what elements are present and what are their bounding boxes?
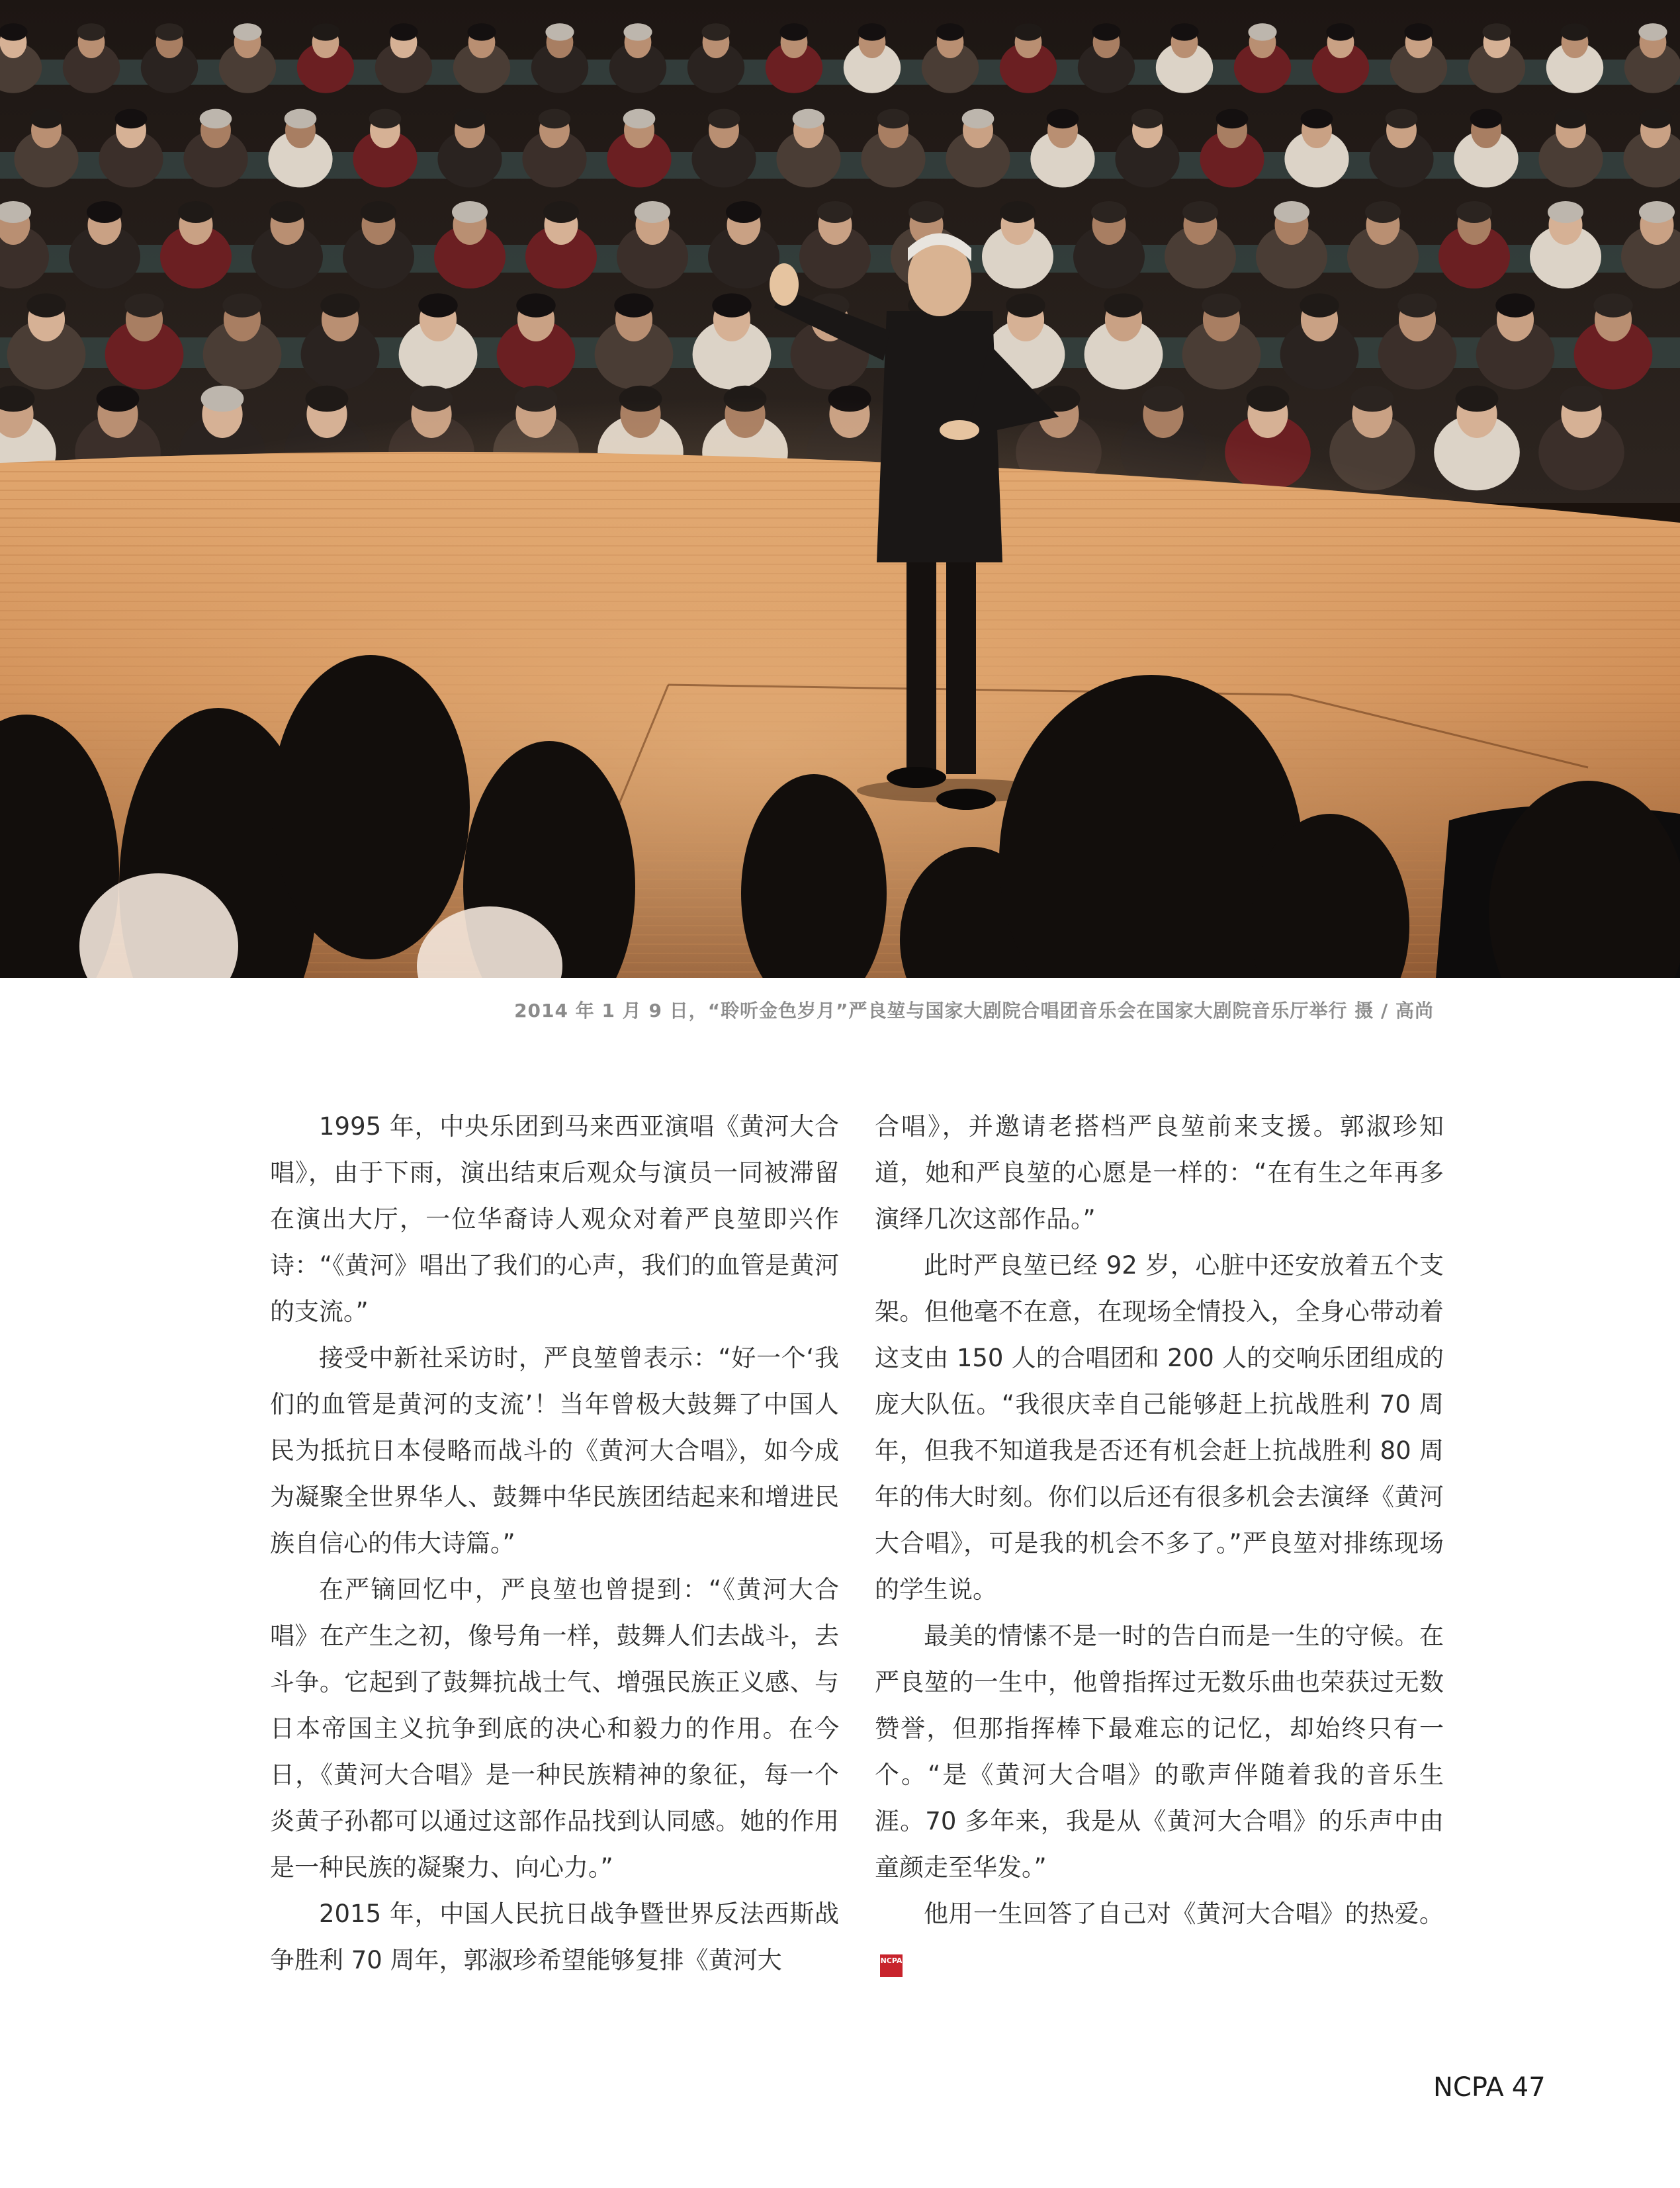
paragraph: 最美的情愫不是一时的告白而是一生的守候。在严良堃的一生中，他曾指挥过无数乐曲也荣获过无数赞誉，但那指挥棒下最难忘的记忆，却始终只有一个。“是《黄河大合唱》的歌声伴随着我的音乐生涯。70 多年来，我是从《黄河大合唱》的乐声中由童颜走至华发。” (875, 1622, 1444, 1882)
paragraph: 此时严良堃已经 92 岁，心脏中还安放着五个支架。但他毫不在意，在现场全情投入，全身心带动着这支由 150 人的合唱团和 200 人的交响乐团组成的庞大队伍。“我很庆幸自己能够赶上抗战胜利 70 周年，但我不知道我是否还有机会赶上抗战胜利 80 周年的伟大时刻。你们以后还有很多机会去演绎《黄河大合唱》，可是我的机会不多了。”严良堃对排练现场的学生说。 (875, 1251, 1444, 1604)
article-right-column (875, 1104, 1444, 1984)
concert-hall-photo (0, 0, 1680, 978)
paragraph: 合唱》，并邀请老搭档严良堃前来支援。郭淑珍知道，她和严良堃的心愿是一样的：“在有生之年再多演绎几次这部作品。” (875, 1112, 1444, 1233)
page-number: 47 (1511, 2072, 1546, 2103)
magazine-name: NCPA (1433, 2072, 1504, 2103)
page-footer (1433, 2072, 1546, 2103)
paragraph: 接受中新社采访时，严良堃曾表示：“好一个‘我们的血管是黄河的支流’！当年曾极大鼓舞了中国人民为抵抗日本侵略而战斗的《黄河大合唱》，如今成为凝聚全世界华人、鼓舞中华民族团结起来和增进民族自信心的伟大诗篇。” (270, 1344, 839, 1557)
paragraph-final-text: 他用一生回答了自己对《黄河大合唱》的热爱。 (924, 1900, 1444, 1928)
paragraph: 在严镝回忆中，严良堃也曾提到：“《黄河大合唱》在产生之初，像号角一样，鼓舞人们去战斗，去斗争。它起到了鼓舞抗战士气、增强民族正义感、与日本帝国主义抗争到底的决心和毅力的作用。在今日，《黄河大合唱》是一种民族精神的象征，每一个炎黄子孙都可以通过这部作品找到认同感。她的作用是一种民族的凝聚力、向心力。” (270, 1575, 839, 1882)
photo-caption: 2014 年 1 月 9 日，“聆听金色岁月”严良堃与国家大剧院合唱团音乐会在国家大剧院音乐厅举行 摄 / 高尚 (514, 1000, 1434, 1022)
article-left-column (270, 1104, 839, 1984)
end-mark-icon: NCPA (880, 1954, 903, 1977)
hero-photo (0, 0, 1680, 978)
paragraph: 1995 年，中央乐团到马来西亚演唱《黄河大合唱》，由于下雨，演出结束后观众与演员一同被滞留在演出大厅，一位华裔诗人观众对着严良堃即兴作诗：“《黄河》唱出了我们的心声，我们的血管是黄河的支流。” (270, 1112, 839, 1326)
paragraph: 2015 年，中国人民抗日战争暨世界反法西斯战争胜利 70 周年，郭淑珍希望能够复排《黄河大 (270, 1900, 839, 1974)
paragraph-final (875, 1891, 1444, 1984)
